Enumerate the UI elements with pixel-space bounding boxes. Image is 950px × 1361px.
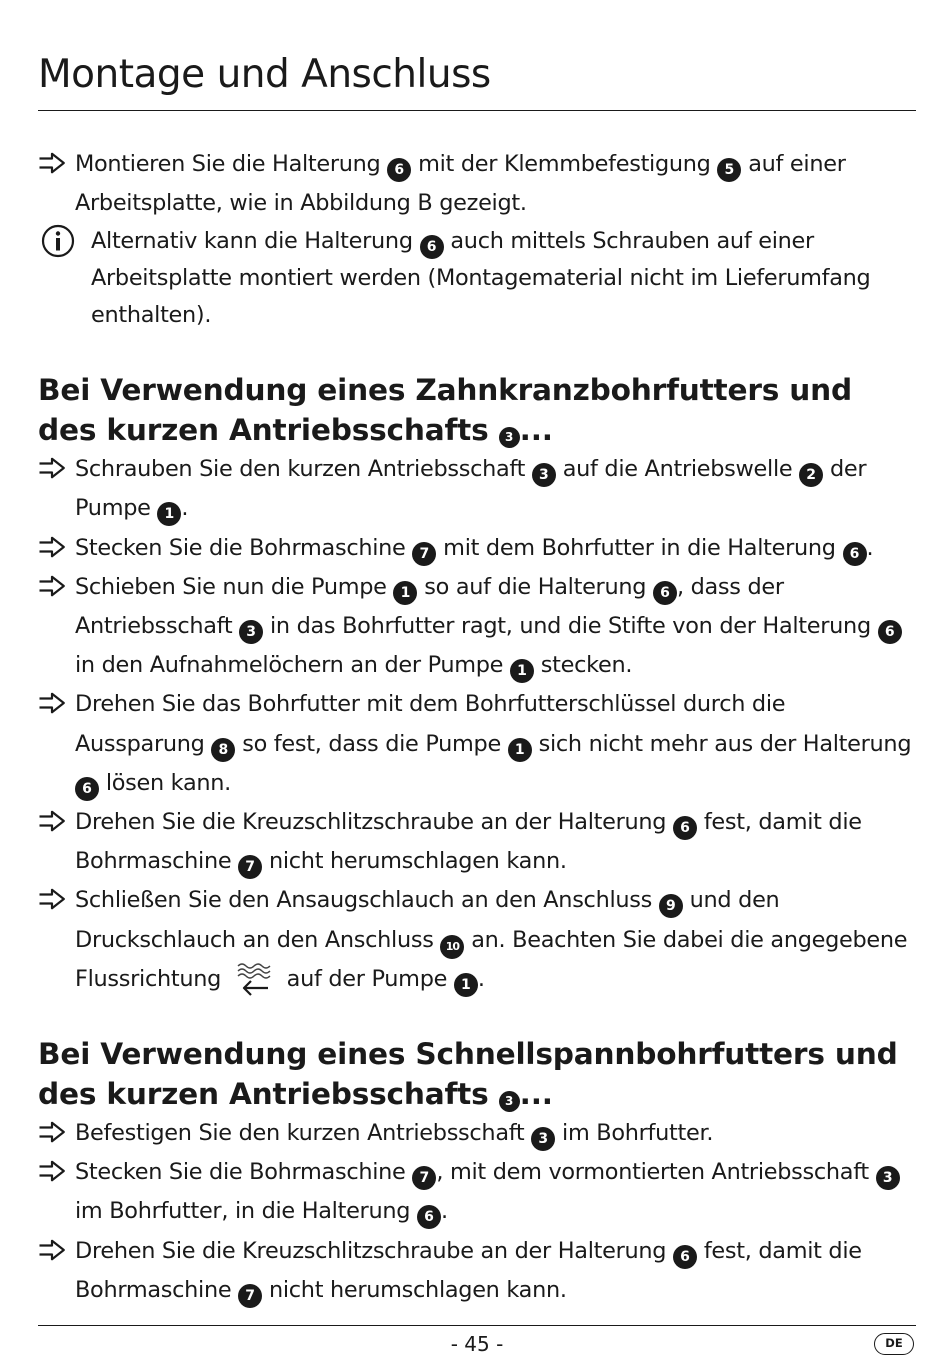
reference-number-badge: 1 [508, 738, 532, 762]
step-text: lösen kann. [99, 769, 231, 796]
reference-number-badge: 3 [499, 1091, 520, 1112]
arrow-right-outline-icon [38, 152, 66, 174]
step-text: . [440, 1198, 448, 1225]
flow-direction-icon [232, 960, 276, 998]
reference-number-badge: 6 [878, 620, 902, 644]
step-text: Befestigen Sie den kurzen Antriebsschaft [75, 1120, 532, 1147]
reference-number-badge: 1 [157, 502, 181, 526]
reference-number-badge: 6 [75, 777, 99, 801]
arrow-right-outline-icon [38, 457, 66, 479]
title-divider [38, 110, 916, 111]
language-badge: DE [874, 1333, 914, 1355]
reference-number-badge: 5 [717, 158, 741, 182]
arrow-right-outline-icon [38, 1239, 66, 1261]
step-text: auf die Antriebswelle [555, 456, 800, 483]
reference-number-badge: 6 [673, 816, 697, 840]
arrow-right-outline-icon [38, 692, 66, 714]
reference-number-badge: 3 [876, 1166, 900, 1190]
step-text: sich nicht mehr aus der Halterung [531, 730, 912, 757]
step-text: auf einer Arbeitsplatte, wie in Abbildung B gezeigt. [75, 151, 846, 217]
instruction-step [38, 803, 916, 881]
instruction-step [38, 1114, 916, 1153]
step-text: Montieren Sie die Halterung [75, 151, 388, 177]
arrow-right-outline-icon [38, 1121, 66, 1143]
instruction-step [38, 1153, 916, 1231]
step-text: stecken. [533, 652, 633, 679]
step-text: mit der Klemmbefestigung [411, 151, 718, 177]
instruction-step [38, 568, 916, 686]
info-text: Alternativ kann die Halterung [91, 228, 420, 255]
step-text: , mit dem vormontierten Antriebsschaft [436, 1159, 876, 1186]
step-text: Drehen Sie die Kreuzschlitzschraube an der Halterung [75, 1237, 673, 1264]
step-text: so auf die Halterung [417, 573, 653, 600]
info-circle-icon [41, 224, 75, 258]
reference-number-badge: 8 [211, 738, 235, 762]
info-text: auch mittels Schrauben auf einer Arbeitsplatte montiert werden (Montagematerial nicht im Lieferumfang enthalten). [91, 228, 871, 328]
step-text: . [866, 534, 874, 561]
instruction-step [38, 1232, 916, 1310]
reference-number-badge: 3 [531, 1127, 555, 1151]
step-text: . [477, 965, 485, 992]
step-text: Schrauben Sie den kurzen Antriebsschaft [75, 456, 532, 483]
reference-number-badge: 10 [440, 935, 464, 959]
heading-text: Bei Verwendung eines Schnellspannbohrfutters und des kurzen Antriebsschafts [38, 1037, 898, 1111]
reference-number-badge: 6 [420, 235, 444, 259]
arrow-right-outline-icon [38, 888, 66, 910]
step-text: nicht herumschlagen kann. [262, 1276, 567, 1303]
reference-number-badge: 6 [673, 1245, 697, 1269]
page-title: Montage und Anschluss [38, 52, 491, 97]
heading-text: ... [519, 1076, 553, 1111]
reference-number-badge: 6 [387, 158, 411, 182]
arrow-right-outline-icon [38, 810, 66, 832]
step-text: Schieben Sie nun die Pumpe [75, 573, 394, 600]
reference-number-badge: 1 [393, 581, 417, 605]
arrow-right-outline-icon [38, 1160, 66, 1182]
step-text: Drehen Sie die Kreuzschlitzschraube an der Halterung [75, 809, 673, 836]
step-text: mit dem Bohrfutter in die Halterung [436, 534, 843, 561]
instruction-step [38, 529, 916, 568]
reference-number-badge: 2 [799, 463, 823, 487]
step-text: . [181, 495, 189, 522]
reference-number-badge: 3 [239, 620, 263, 644]
instruction-step [38, 881, 916, 999]
reference-number-badge: 3 [532, 463, 556, 487]
step-text: fest, damit die Bohrmaschine [75, 1237, 862, 1303]
reference-number-badge: 7 [238, 855, 262, 879]
reference-number-badge: 3 [499, 427, 520, 448]
reference-number-badge: 7 [412, 1166, 436, 1190]
step-text: der Pumpe [75, 456, 867, 522]
instruction-step [38, 685, 916, 803]
page-content [38, 145, 916, 1310]
step-text: in das Bohrfutter ragt, und die Stifte von der Halterung [263, 613, 878, 639]
reference-number-badge: 7 [412, 542, 436, 566]
step-text: an. Beachten Sie dabei die angegebene Flussrichtung [75, 926, 908, 992]
info-note [38, 223, 916, 333]
instruction-step [38, 450, 916, 528]
reference-number-badge: 6 [417, 1205, 441, 1229]
step-text: im Bohrfutter, in die Halterung [75, 1198, 417, 1225]
instruction-step [38, 145, 916, 223]
step-text: und den Druckschlauch an den Anschluss [75, 887, 780, 953]
page-number: - 45 - [450, 1332, 504, 1356]
step-text: Stecken Sie die Bohrmaschine [75, 534, 413, 561]
step-text: Schließen Sie den Ansaugschlauch an den Anschluss [75, 887, 659, 914]
step-text: im Bohrfutter. [555, 1120, 714, 1147]
step-text: fest, damit die Bohrmaschine [75, 809, 862, 875]
step-text: , dass der Antriebsschaft [75, 573, 784, 639]
reference-number-badge: 9 [659, 894, 683, 918]
section-heading [38, 371, 916, 450]
step-text: auf der Pumpe [279, 965, 454, 992]
footer-divider [38, 1325, 916, 1326]
step-text: Drehen Sie das Bohrfutter mit dem Bohrfutterschlüssel durch die Aussparung [75, 691, 786, 757]
heading-text: ... [519, 412, 553, 447]
heading-text: Bei Verwendung eines Zahnkranzbohrfutters und des kurzen Antriebsschafts [38, 373, 853, 447]
reference-number-badge: 6 [843, 542, 867, 566]
arrow-right-outline-icon [38, 575, 66, 597]
reference-number-badge: 1 [454, 973, 478, 997]
step-text: Stecken Sie die Bohrmaschine [75, 1159, 413, 1186]
arrow-right-outline-icon [38, 536, 66, 558]
step-text: in den Aufnahmelöchern an der Pumpe [75, 652, 510, 679]
step-text: nicht herumschlagen kann. [262, 848, 567, 875]
reference-number-badge: 1 [510, 659, 534, 683]
section-heading [38, 1035, 916, 1114]
step-text: so fest, dass die Pumpe [235, 730, 508, 757]
reference-number-badge: 6 [653, 581, 677, 605]
reference-number-badge: 7 [238, 1284, 262, 1308]
manual-page [38, 0, 916, 1361]
